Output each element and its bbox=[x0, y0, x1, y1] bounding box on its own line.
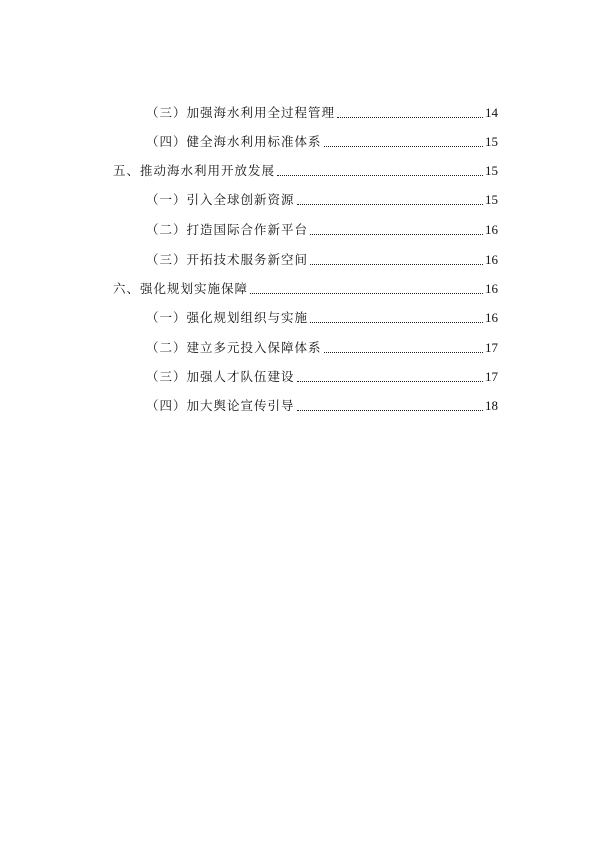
toc-entry-title: （三）开拓技术服务新空间 bbox=[146, 252, 309, 267]
dot-leader bbox=[297, 410, 483, 411]
toc-page-number: 17 bbox=[485, 340, 498, 355]
toc-entry-section-4-3[interactable] bbox=[146, 103, 498, 123]
toc-entry-section-6-2[interactable] bbox=[146, 338, 498, 358]
dot-leader bbox=[337, 117, 483, 118]
toc-page-number: 17 bbox=[485, 369, 498, 384]
dot-leader bbox=[250, 293, 483, 294]
toc-entry-title: （一）引入全球创新资源 bbox=[146, 192, 295, 207]
toc-entry-title: （二）打造国际合作新平台 bbox=[146, 222, 309, 237]
toc-page-number: 16 bbox=[485, 222, 498, 237]
toc-entry-section-5-1[interactable] bbox=[146, 190, 498, 210]
toc-page-number: 16 bbox=[485, 281, 498, 296]
dot-leader bbox=[324, 352, 483, 353]
toc-page-number: 16 bbox=[485, 310, 498, 325]
toc-entry-section-5-2[interactable] bbox=[146, 220, 498, 240]
toc-page-number: 15 bbox=[485, 163, 498, 178]
toc-entry-section-4-4[interactable] bbox=[146, 132, 498, 152]
toc-entry-title: 六、强化规划实施保障 bbox=[113, 281, 249, 296]
toc-entry-chapter-6[interactable] bbox=[113, 279, 498, 299]
dot-leader bbox=[297, 381, 483, 382]
toc-entry-title: 五、推动海水利用开放发展 bbox=[113, 163, 276, 178]
toc-entry-title: （四）健全海水利用标准体系 bbox=[146, 134, 322, 149]
toc-entry-title: （一）强化规划组织与实施 bbox=[146, 310, 309, 325]
toc-entry-section-6-3[interactable] bbox=[146, 367, 498, 387]
toc-entry-section-6-1[interactable] bbox=[146, 308, 498, 328]
toc-entry-section-6-4[interactable] bbox=[146, 396, 498, 416]
toc-entry-title: （四）加大舆论宣传引导 bbox=[146, 398, 295, 413]
dot-leader bbox=[310, 264, 483, 265]
dot-leader bbox=[324, 146, 483, 147]
toc-entry-title: （二）建立多元投入保障体系 bbox=[146, 340, 322, 355]
toc-page-number: 15 bbox=[485, 192, 498, 207]
toc-page-number: 18 bbox=[485, 398, 498, 413]
toc-page-number: 16 bbox=[485, 252, 498, 267]
dot-leader bbox=[310, 322, 483, 323]
toc-entry-chapter-5[interactable] bbox=[113, 161, 498, 181]
dot-leader bbox=[277, 175, 483, 176]
dot-leader bbox=[297, 204, 483, 205]
dot-leader bbox=[310, 234, 483, 235]
toc-entry-title: （三）加强人才队伍建设 bbox=[146, 369, 295, 384]
toc-entry-title: （三）加强海水利用全过程管理 bbox=[146, 105, 336, 120]
toc-entry-section-5-3[interactable] bbox=[146, 250, 498, 270]
toc-page-number: 14 bbox=[485, 105, 498, 120]
toc-page-number: 15 bbox=[485, 134, 498, 149]
